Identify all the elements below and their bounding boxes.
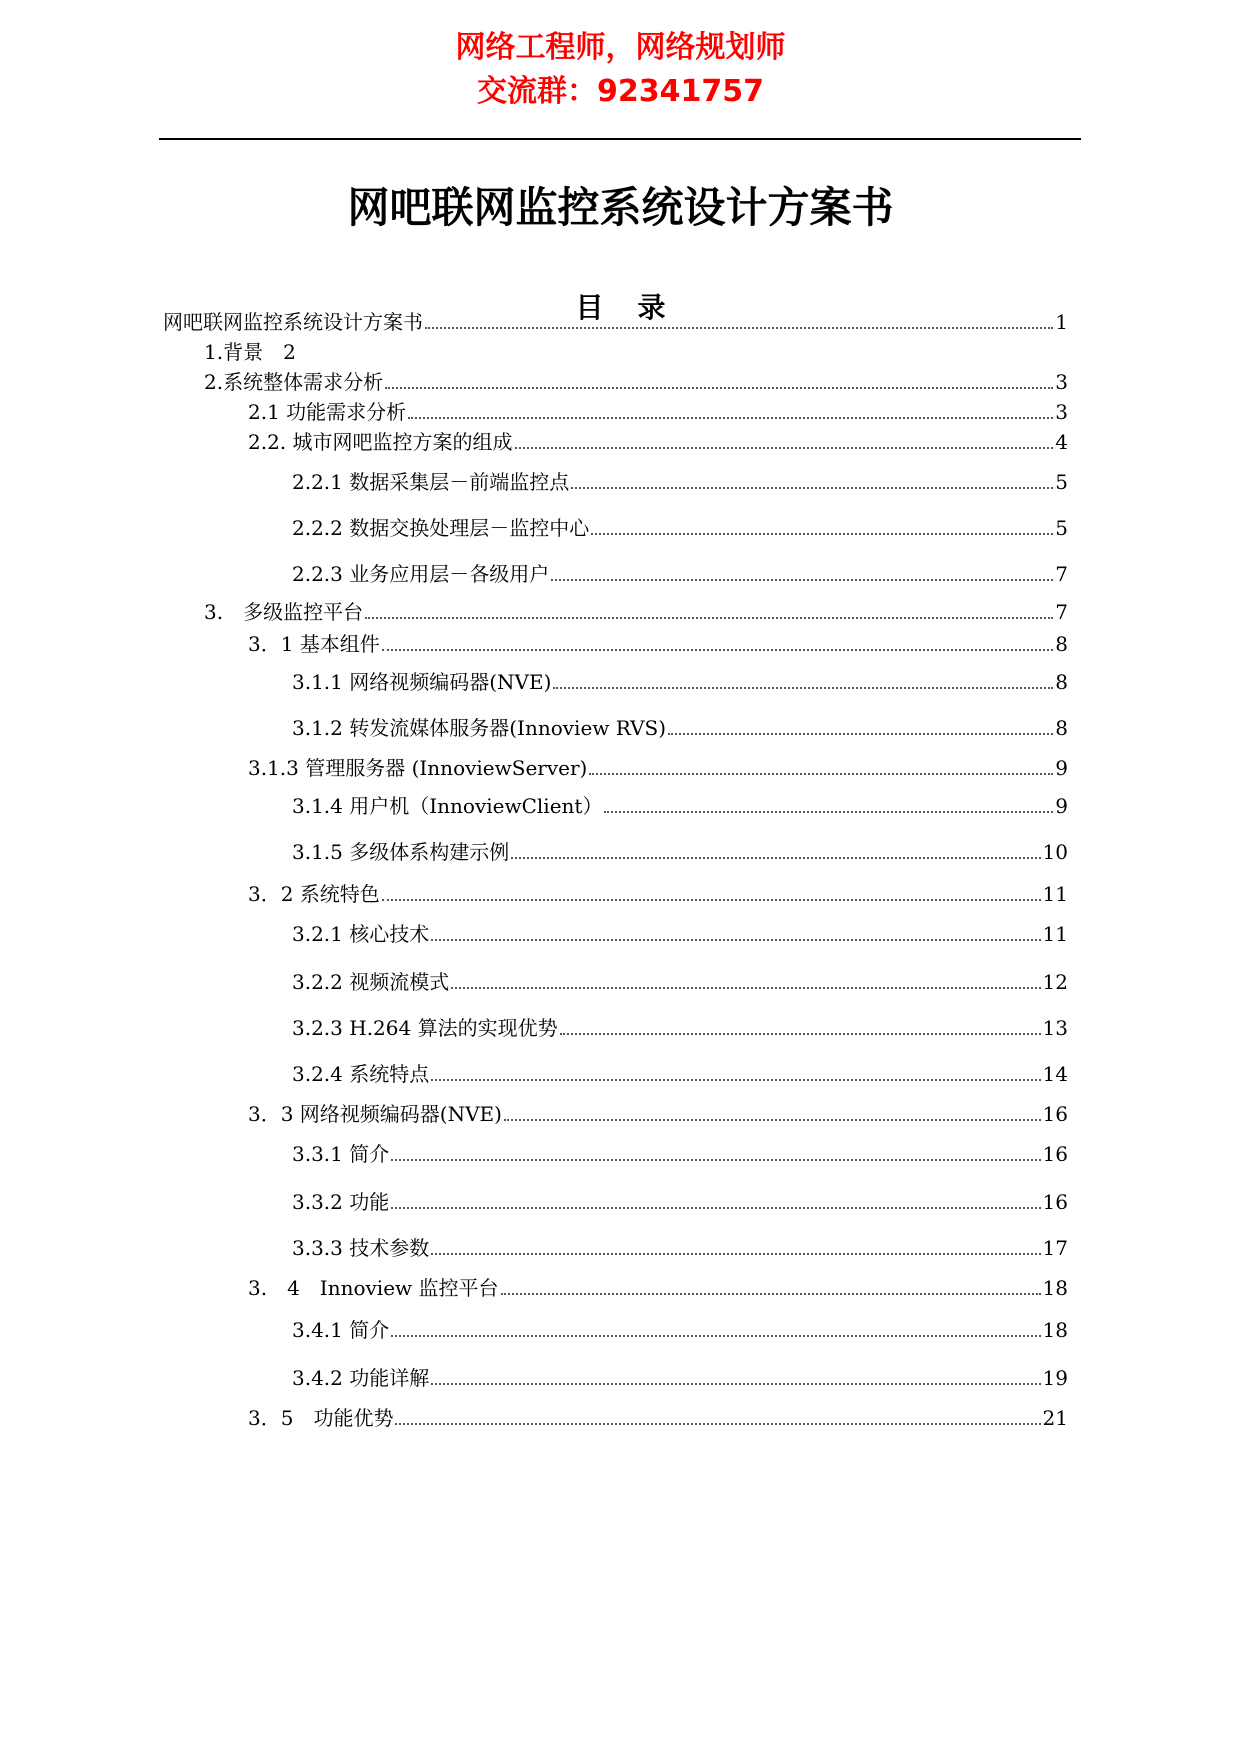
toc-entry[interactable] [204,598,1068,624]
toc-leader-dots [591,533,1053,535]
toc-entry[interactable] [292,1140,1068,1166]
toc-entry[interactable] [292,1316,1068,1342]
toc-leader-dots [382,899,1041,901]
toc-entry-label: 3.1.2 转发流媒体服务器(Innoview RVS) [292,716,667,740]
toc-entry[interactable] [292,668,1068,694]
toc-leader-dots [668,733,1053,735]
toc-leader-dots [604,811,1053,813]
toc-leader-dots [504,1119,1041,1121]
toc-leader-dots [391,1159,1040,1161]
toc-entry[interactable] [292,838,1068,864]
toc-leader-dots [431,939,1040,941]
toc-entry-page: 8 [1055,670,1068,694]
toc-entry-label: 3．3 网络视频编码器(NVE) [248,1102,502,1126]
toc-entry-page: 5 [1055,470,1068,494]
toc-leader-dots [365,617,1053,619]
toc-entry-label: 2.2.2 数据交换处理层－监控中心 [292,516,590,540]
toc-entry-label: 2.2. 城市网吧监控方案的组成 [248,430,513,454]
toc-leader-dots [451,987,1040,989]
toc-entry-page: 9 [1055,794,1068,818]
toc-entry[interactable] [292,560,1068,586]
header-line-1: 网络工程师，网络规划师 [455,30,786,65]
toc-leader-dots [391,1207,1040,1209]
toc-entry-page: 12 [1042,970,1068,994]
toc-entry-label: 2.1 功能需求分析 [248,400,407,424]
toc-entry[interactable] [248,630,1068,656]
toc-entry-page: 4 [1055,430,1068,454]
toc-entry-page: 11 [1042,922,1068,946]
toc-entry-label: 3.1.4 用户机（InnoviewClient） [292,794,603,818]
toc-entry[interactable] [292,514,1068,540]
toc-entry-label: 3.1.1 网络视频编码器(NVE) [292,670,552,694]
toc-entry[interactable] [292,1188,1068,1214]
toc-entry[interactable] [248,1404,1068,1430]
toc-entry-label: 3. 多级监控平台 [204,600,364,624]
toc-entry[interactable] [204,368,1068,394]
toc-entry-label: 3.4.1 简介 [292,1318,390,1342]
toc-entry[interactable] [248,880,1068,906]
toc-entry[interactable] [248,398,1068,424]
toc-leader-dots [511,857,1040,859]
toc-leader-dots [571,487,1053,489]
toc-entry-label: 3．5 功能优势 [248,1406,394,1430]
toc-leader-dots [553,687,1053,689]
toc-entry-label: 3.3.3 技术参数 [292,1236,430,1260]
toc-entry-page: 5 [1055,516,1068,540]
toc-entry-page: 18 [1042,1318,1068,1342]
toc-entry-page: 16 [1042,1142,1068,1166]
toc-leader-dots [551,579,1053,581]
toc-entry-label: 3.1.5 多级体系构建示例 [292,840,510,864]
toc-entry-page: 3 [1055,370,1068,394]
toc-entry-page: 9 [1055,756,1068,780]
toc-entry-page: 1 [1055,310,1068,334]
toc-entry-page: 7 [1055,562,1068,586]
toc-entry[interactable] [248,754,1068,780]
toc-entry-page: 10 [1042,840,1068,864]
toc-entry-page: 11 [1042,882,1068,906]
toc-entry-label: 网吧联网监控系统设计方案书 [163,310,423,334]
toc-leader-dots [408,417,1053,419]
toc-entry-page: 17 [1042,1236,1068,1260]
toc-entry-page: 3 [1055,400,1068,424]
toc-entry[interactable] [292,1364,1068,1390]
toc-entry-label: 3.2.4 系统特点 [292,1062,430,1086]
header-line-2: 交流群：92341757 [477,74,764,109]
toc-entry-page: 13 [1042,1016,1068,1040]
toc-entry-page: 21 [1042,1406,1068,1430]
toc-entry-page: 7 [1055,600,1068,624]
toc-entry-page: 18 [1042,1276,1068,1300]
toc-entry[interactable] [292,792,1068,818]
toc-entry[interactable] [292,1014,1068,1040]
toc-entry[interactable] [292,968,1068,994]
toc-entry-label: 2.2.3 业务应用层－各级用户 [292,562,550,586]
document-title: 网吧联网监控系统设计方案书 [347,183,894,232]
toc-entry[interactable] [204,338,296,364]
toc-leader-dots [385,387,1053,389]
toc-entry-page: 14 [1042,1062,1068,1086]
toc-entry-label: 3.4.2 功能详解 [292,1366,430,1390]
toc-leader-dots [382,649,1053,651]
toc-entry-label: 3.2.3 H.264 算法的实现优势 [292,1016,558,1040]
toc-entry[interactable] [248,1100,1068,1126]
toc-entry[interactable] [292,920,1068,946]
toc-leader-dots [391,1335,1040,1337]
toc-entry-page: 16 [1042,1102,1068,1126]
toc-leader-dots [395,1423,1040,1425]
toc-leader-dots [431,1253,1040,1255]
toc-entry-page: 8 [1055,716,1068,740]
toc-leader-dots [501,1293,1041,1295]
toc-entry[interactable] [292,1060,1068,1086]
toc-entry-label: 3．2 系统特色 [248,882,380,906]
toc-leader-dots [589,773,1053,775]
toc-entry-label: 2.2.1 数据采集层－前端监控点 [292,470,570,494]
toc-entry-label: 3. 4 Innoview 监控平台 [248,1276,499,1300]
toc-entry-label: 3．1 基本组件 [248,632,380,656]
toc-leader-dots [425,327,1053,329]
toc-entry-label: 3.3.1 简介 [292,1142,390,1166]
toc-entry[interactable] [292,714,1068,740]
toc-leader-dots [431,1383,1040,1385]
toc-leader-dots [431,1079,1040,1081]
toc-entry-label: 3.2.2 视频流模式 [292,970,450,994]
toc-entry[interactable] [292,1234,1068,1260]
toc-entry[interactable] [248,1274,1068,1300]
toc-entry-label: 3.1.3 管理服务器 (InnoviewServer) [248,756,588,780]
toc-entry-label: 1.背景 2 [204,340,296,364]
toc-leader-dots [560,1033,1041,1035]
toc-entry-page: 16 [1042,1190,1068,1214]
toc-entry[interactable] [163,308,1068,334]
toc-entry-label: 2.系统整体需求分析 [204,370,384,394]
toc-entry-label: 3.3.2 功能 [292,1190,390,1214]
toc-entry-label: 3.2.1 核心技术 [292,922,430,946]
toc-entry-page: 8 [1055,632,1068,656]
toc-heading: 目录 [575,291,700,324]
toc-entry-page: 19 [1042,1366,1068,1390]
toc-entry[interactable] [248,428,1068,454]
toc-entry[interactable] [292,468,1068,494]
toc-leader-dots [515,447,1054,449]
